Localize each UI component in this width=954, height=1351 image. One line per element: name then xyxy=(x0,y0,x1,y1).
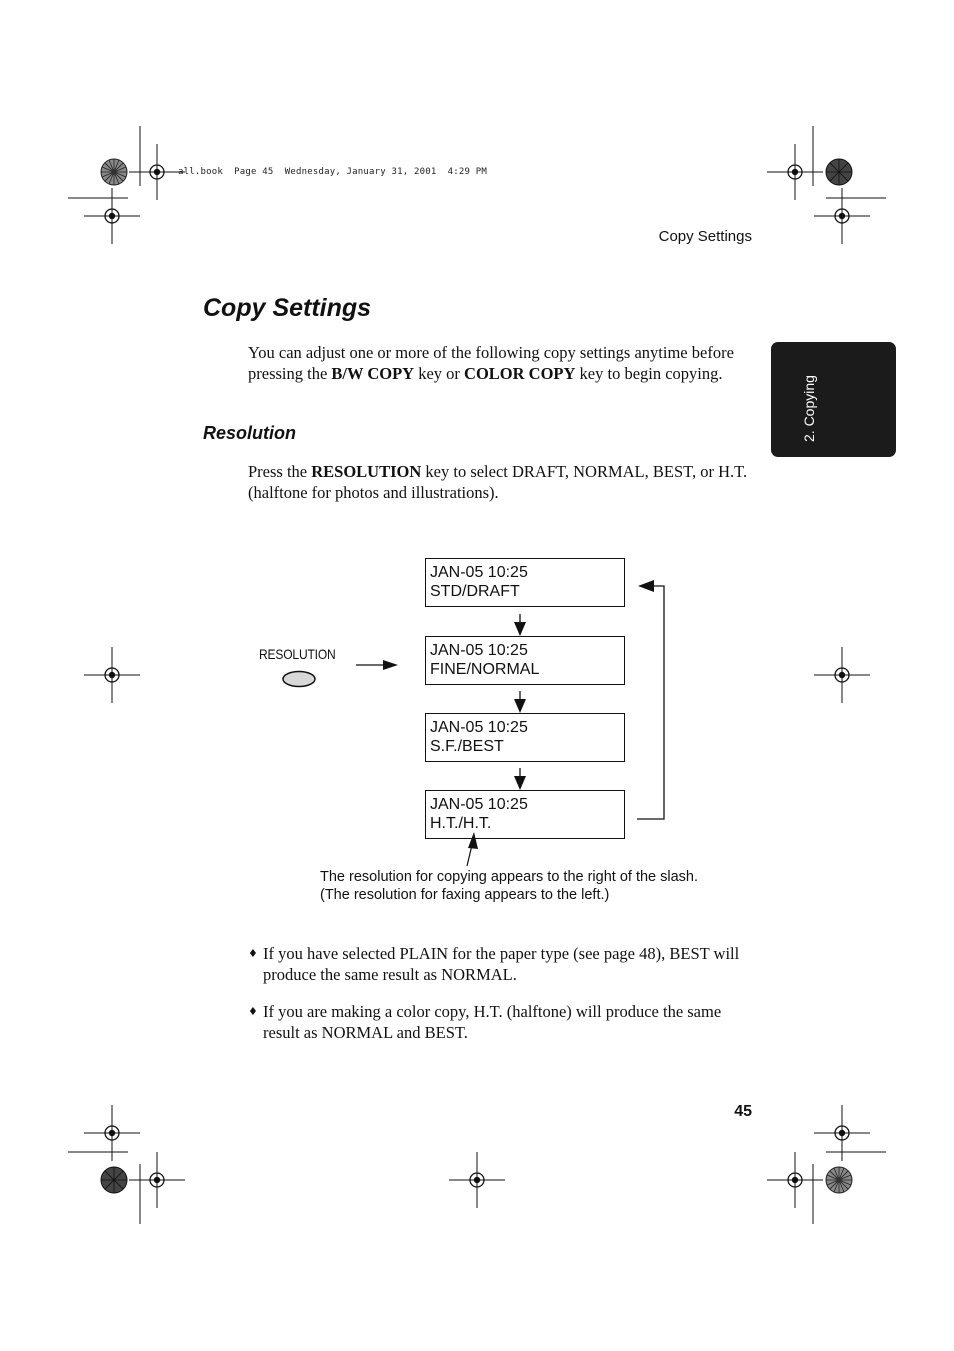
color-copy-key: COLOR COPY xyxy=(464,364,576,383)
lcd-display-best: JAN-05 10:25 S.F./BEST xyxy=(425,713,625,762)
diamond-bullet-icon: ♦ xyxy=(248,947,258,960)
diagram-caption: The resolution for copying appears to the right of the slash. (The resolution for faxing appears to the left.) xyxy=(320,869,699,903)
page-title: Copy Settings xyxy=(203,294,372,322)
resolution-key-name: RESOLUTION xyxy=(311,462,422,481)
section-title: Resolution xyxy=(203,423,296,443)
lcd-display-halftone: JAN-05 10:25 H.T./H.T. xyxy=(425,790,625,839)
bullet-item: ♦ If you are making a color copy, H.T. (halftone) will produce the same result as NORMAL and BEST. xyxy=(248,1002,722,1042)
running-head: Copy Settings xyxy=(658,228,752,245)
resolution-key-label: RESOLUTION xyxy=(259,646,336,662)
bullet-item: ♦ If you have selected PLAIN for the paper type (see page 48), BEST will produce the same result as NORMAL. xyxy=(248,944,740,984)
lcd-display-normal: JAN-05 10:25 FINE/NORMAL xyxy=(425,636,625,685)
bw-copy-key: B/W COPY xyxy=(331,364,415,383)
chapter-tab-label: 2. Copying xyxy=(801,375,817,442)
print-header: all.book Page 45 Wednesday, January 31, 2001 4:29 PM xyxy=(178,167,488,177)
page-number: 45 xyxy=(734,1103,752,1120)
lcd-display-draft: JAN-05 10:25 STD/DRAFT xyxy=(425,558,625,607)
resolution-paragraph: Press the RESOLUTION key to select DRAFT, NORMAL, BEST, or H.T. (halftone for photos and illustrations). xyxy=(248,462,748,502)
loop-arrow-icon xyxy=(638,580,654,592)
diamond-bullet-icon: ♦ xyxy=(248,1005,258,1018)
resolution-key-button xyxy=(283,672,315,687)
intro-paragraph: You can adjust one or more of the following copy settings anytime before pressing the B/W COPY key or COLOR COPY key to begin copying. xyxy=(248,343,734,383)
key-arrow-icon xyxy=(383,660,398,670)
